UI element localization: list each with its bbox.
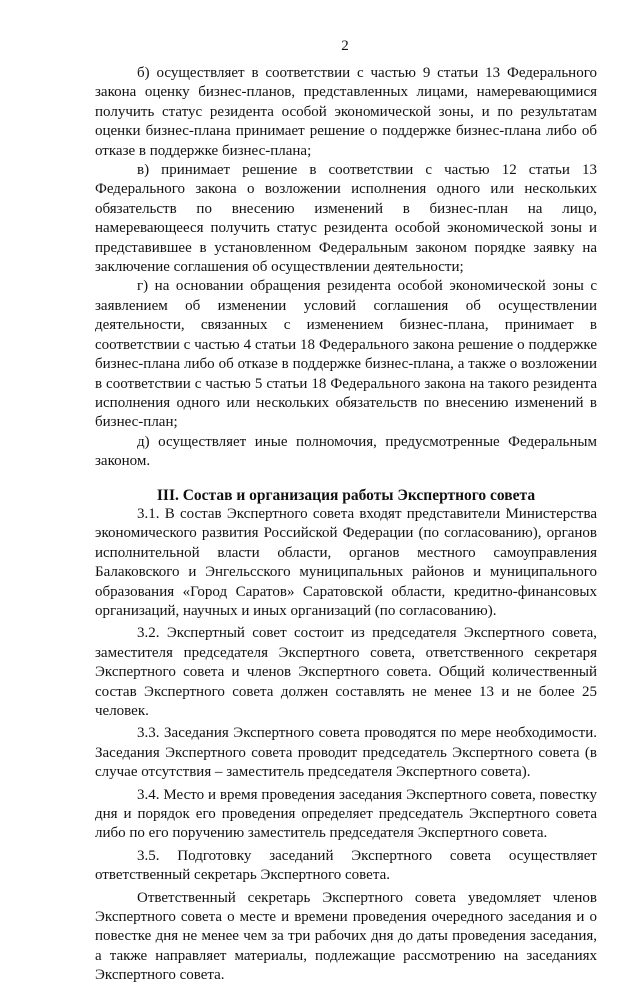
paragraph-item-g: г) на основании обращения резидента особой экономической зоны с заявлением об изменении условий соглашения об осуществлении деятельности, связанных с изменением бизнес-плана, принимает в соответствии с частью 4 статьи 18 Федерального закона решение о поддержке бизнес-плана либо об отказе в поддержке бизнес-плана, а также о возложении в соответствии с частью 5 статьи 18 Федерального закона на такого резидента исполнения одного или нескольких обязательств по внесению изменений в бизнес-план; xyxy=(95,278,597,431)
document-body xyxy=(95,64,597,986)
paragraph-3-3: 3.3. Заседания Экспертного совета проводятся по мере необходимости. Заседания Экспертного совета проводит председатель Экспертного совета (в случае отсутствия – заместитель председателя Экспертного совета). xyxy=(95,725,597,781)
paragraph-3-2: 3.2. Экспертный совет состоит из председателя Экспертного совета, заместителя председателя Экспертного совета, ответственного секретаря Экспертного совета и членов Экспертного совета. Общий количественный состав Экспертного совета должен составлять не менее 13 и не более 25 человек. xyxy=(95,625,597,719)
page-number: 2 xyxy=(341,38,349,54)
paragraph-3-5: 3.5. Подготовку заседаний Экспертного совета осуществляет ответственный секретарь Экспертного совета. xyxy=(95,847,597,884)
paragraph-item-v: в) принимает решение в соответствии с частью 12 статьи 13 Федерального закона о возложении исполнения одного или нескольких обязательств по внесению изменений в бизнес-план на лицо, намеревающееся получить статус резидента особой экономической зоны и представившее в установленном Федеральным законом порядке заявку на заключение соглашения об осуществлении деятельности; xyxy=(95,162,597,276)
paragraph-3-4: 3.4. Место и время проведения заседания Экспертного совета, повестку дня и порядок его проведения определяет председатель Экспертного совета либо по его поручению заместитель председателя Экспертного совета. xyxy=(95,786,597,842)
paragraph-secretary: Ответственный секретарь Экспертного совета уведомляет членов Экспертного совета о месте и времени проведения очередного заседания и о повестке дня не менее чем за три рабочих дня до даты проведения заседания, а также направляет материалы, подлежащие рассмотрению на заседаниях Экспертного совета. xyxy=(95,889,597,984)
paragraph-3-1: 3.1. В состав Экспертного совета входят представители Министерства экономического развития Российской Федерации (по согласованию), органов исполнительной власти области, органов местного самоуправления Балаковского и Энгельсского муниципальных районов и муниципального образования «Город Саратов» Саратовской области, кредитно-финансовых организаций, научных и иных организаций (по согласованию). xyxy=(95,505,597,619)
paragraph-item-d: д) осуществляет иные полномочия, предусмотренные Федеральным законом. xyxy=(95,433,597,470)
paragraph-item-b: б) осуществляет в соответствии с частью 9 статьи 13 Федерального закона оценку бизнес-планов, представленных лицами, намеревающимися получить статус резидента особой экономической зоны, и по результатам оценки бизнес-плана принимает решение о поддержке бизнес-плана либо об отказе в поддержке бизнес-плана; xyxy=(95,65,597,159)
section-heading: III. Состав и организация работы Экспертного совета xyxy=(156,486,536,504)
